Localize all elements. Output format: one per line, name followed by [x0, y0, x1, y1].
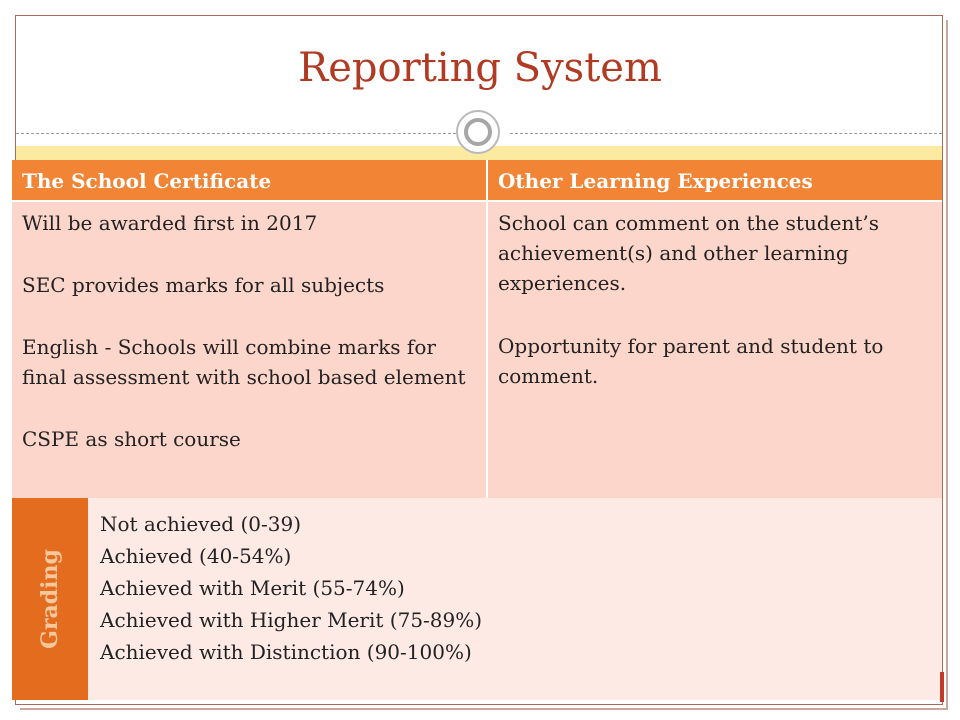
title-divider-right	[510, 133, 942, 134]
grade-item: Not achieved (0-39)	[100, 512, 302, 536]
title-divider-left	[16, 133, 456, 134]
grading-list	[100, 508, 482, 668]
list-item: CSPE as short course	[22, 427, 241, 451]
other-learning-cell	[498, 208, 934, 424]
list-item: SEC provides marks for all subjects	[22, 273, 385, 297]
list-item: Opportunity for parent and student to comment.	[498, 334, 884, 388]
grade-item: Achieved with Distinction (90-100%)	[100, 640, 472, 664]
grading-label: Grading	[37, 549, 63, 649]
school-certificate-cell	[22, 208, 482, 486]
grade-item: Achieved with Merit (55-74%)	[100, 576, 405, 600]
certificate-table	[12, 160, 942, 498]
slide-title: Reporting System	[298, 45, 662, 91]
table-header-other-learning: Other Learning Experiences	[488, 160, 942, 200]
ring-inner	[464, 118, 492, 146]
column-divider	[486, 160, 488, 498]
grade-item: Achieved with Higher Merit (75-89%)	[100, 608, 483, 632]
grading-label-box	[12, 498, 88, 700]
list-item: Will be awarded first in 2017	[22, 211, 318, 235]
row-divider	[12, 200, 942, 202]
list-item: English - Schools will combine marks for final assessment with school based element	[22, 335, 466, 389]
accent-edge	[940, 672, 944, 702]
list-item: School can comment on the student’s achievement(s) and other learning experiences.	[498, 211, 880, 295]
table-header-school-certificate: The School Certificate	[12, 160, 486, 200]
grading-panel	[12, 498, 942, 700]
ring-decoration-icon	[456, 110, 500, 154]
grade-item: Achieved (40-54%)	[100, 544, 292, 568]
